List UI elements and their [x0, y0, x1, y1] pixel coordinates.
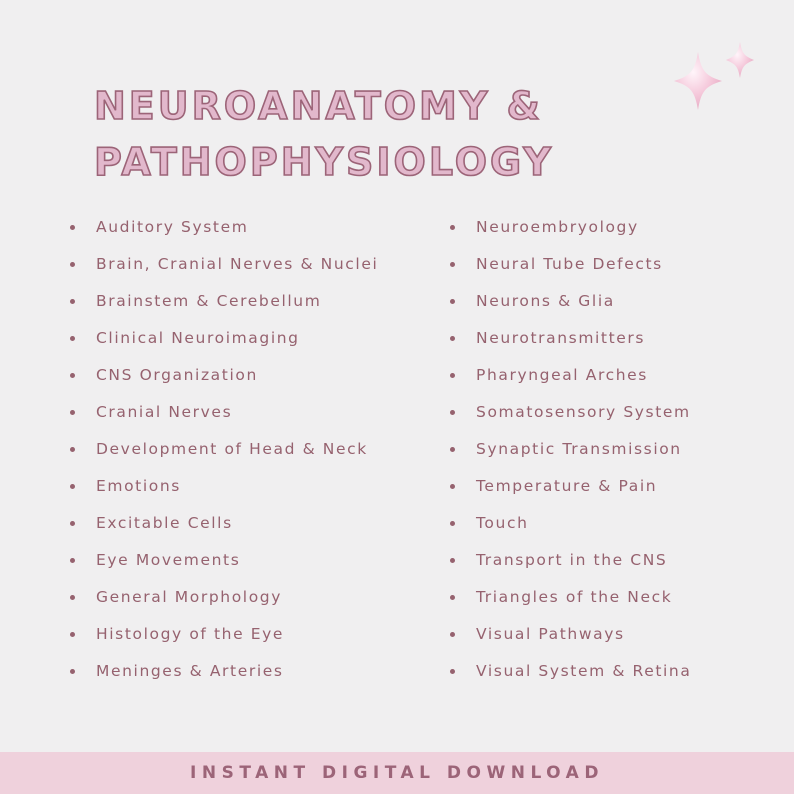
topic-label: Histology of the Eye	[96, 625, 285, 643]
topic-label: Brainstem & Cerebellum	[96, 292, 322, 310]
bullet-icon	[70, 262, 75, 267]
topic-label: Transport in the CNS	[476, 551, 668, 569]
bullet-icon	[450, 669, 455, 674]
topic-item	[70, 431, 378, 468]
topic-item	[70, 579, 378, 616]
topic-item	[70, 542, 378, 579]
topic-item	[70, 283, 378, 320]
topic-item	[450, 505, 691, 542]
topic-item	[70, 394, 378, 431]
topic-label: Pharyngeal Arches	[476, 366, 648, 384]
bullet-icon	[450, 336, 455, 341]
topic-list-left	[70, 209, 378, 690]
topic-label: General Morphology	[96, 588, 282, 606]
footer-label: INSTANT DIGITAL DOWNLOAD	[190, 763, 604, 783]
topic-label: CNS Organization	[96, 366, 258, 384]
bullet-icon	[450, 299, 455, 304]
topic-label: Synaptic Transmission	[476, 440, 682, 458]
topic-item	[70, 468, 378, 505]
topic-label: Touch	[476, 514, 529, 532]
topic-item	[450, 431, 691, 468]
bullet-icon	[70, 225, 75, 230]
bullet-icon	[450, 632, 455, 637]
bullet-icon	[450, 410, 455, 415]
topic-item	[70, 320, 378, 357]
topic-item	[450, 209, 691, 246]
bullet-icon	[70, 595, 75, 600]
topic-label: Neurons & Glia	[476, 292, 615, 310]
topic-label: Neuroembryology	[476, 218, 639, 236]
bullet-icon	[450, 225, 455, 230]
title-line-1: NEUROANATOMY &	[94, 84, 543, 128]
title-line-2: PATHOPHYSIOLOGY	[94, 140, 554, 184]
topic-item	[70, 209, 378, 246]
topic-item	[450, 357, 691, 394]
sparkle-stars-icon	[664, 38, 764, 128]
topic-item	[70, 246, 378, 283]
bullet-icon	[70, 558, 75, 563]
topic-label: Temperature & Pain	[476, 477, 658, 495]
footer-banner	[0, 752, 794, 794]
bullet-icon	[70, 410, 75, 415]
page-title	[94, 78, 554, 190]
large-sparkle-shape	[674, 52, 722, 110]
topic-item	[70, 653, 378, 690]
topic-label: Neural Tube Defects	[476, 255, 663, 273]
small-sparkle-shape	[726, 42, 754, 78]
bullet-icon	[450, 558, 455, 563]
topic-label: Eye Movements	[96, 551, 241, 569]
bullet-icon	[70, 484, 75, 489]
topic-label: Somatosensory System	[476, 403, 691, 421]
bullet-icon	[70, 447, 75, 452]
topic-list-right	[450, 209, 691, 690]
topic-item	[450, 468, 691, 505]
topic-label: Visual Pathways	[476, 625, 625, 643]
bullet-icon	[70, 521, 75, 526]
bullet-icon	[450, 447, 455, 452]
topic-label: Meninges & Arteries	[96, 662, 284, 680]
topic-item	[450, 246, 691, 283]
topic-label: Neurotransmitters	[476, 329, 646, 347]
bullet-icon	[70, 336, 75, 341]
topic-item	[450, 616, 691, 653]
bullet-icon	[70, 299, 75, 304]
topic-label: Clinical Neuroimaging	[96, 329, 300, 347]
topic-label: Emotions	[96, 477, 181, 495]
bullet-icon	[450, 484, 455, 489]
topic-label: Excitable Cells	[96, 514, 233, 532]
bullet-icon	[70, 632, 75, 637]
bullet-icon	[450, 262, 455, 267]
topic-item	[450, 653, 691, 690]
topic-item	[70, 505, 378, 542]
topic-item	[70, 357, 378, 394]
bullet-icon	[450, 521, 455, 526]
topic-item	[450, 320, 691, 357]
topic-item	[450, 283, 691, 320]
topic-item	[450, 394, 691, 431]
topic-item	[450, 579, 691, 616]
topic-label: Triangles of the Neck	[476, 588, 673, 606]
topic-label: Cranial Nerves	[96, 403, 233, 421]
topic-label: Development of Head & Neck	[96, 440, 368, 458]
topic-label: Auditory System	[96, 218, 249, 236]
bullet-icon	[450, 373, 455, 378]
topic-item	[450, 542, 691, 579]
bullet-icon	[450, 595, 455, 600]
topic-label: Visual System & Retina	[476, 662, 692, 680]
bullet-icon	[70, 669, 75, 674]
bullet-icon	[70, 373, 75, 378]
topic-label: Brain, Cranial Nerves & Nuclei	[96, 255, 379, 273]
topic-item	[70, 616, 378, 653]
